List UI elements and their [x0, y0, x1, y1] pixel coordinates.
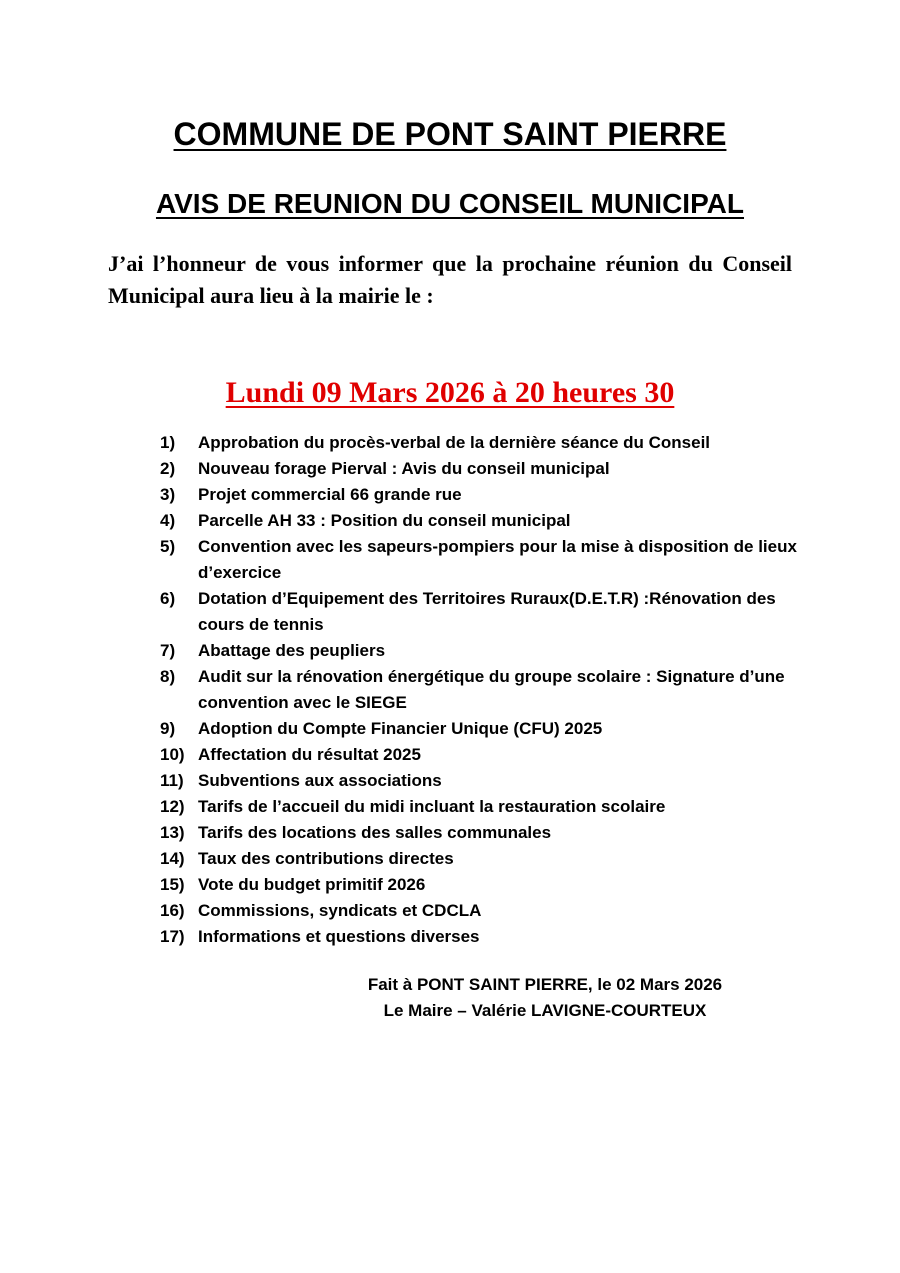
agenda-item-number: 14) — [160, 849, 185, 868]
agenda-item-text: Convention avec les sapeurs-pompiers pour la mise à disposition de lieux d’exercice — [198, 537, 797, 582]
agenda-item-text: Adoption du Compte Financier Unique (CFU) 2025 — [198, 719, 603, 738]
agenda-item-text: Nouveau forage Pierval : Avis du conseil municipal — [198, 459, 610, 478]
agenda-list — [160, 430, 810, 950]
agenda-item — [160, 794, 810, 820]
agenda-item — [160, 846, 810, 872]
agenda-item-number: 2) — [160, 459, 176, 478]
agenda-item-text: Subventions aux associations — [198, 771, 442, 790]
agenda-item-text: Parcelle AH 33 : Position du conseil municipal — [198, 511, 571, 530]
agenda-item-number: 10) — [160, 745, 185, 764]
meeting-date — [0, 372, 900, 414]
document-title — [0, 112, 900, 156]
agenda-item — [160, 716, 810, 742]
agenda-item-text: Audit sur la rénovation énergétique du groupe scolaire : Signature d’une convention avec le SIEGE — [198, 667, 785, 712]
agenda-item-text: Informations et questions diverses — [198, 927, 480, 946]
agenda-item-text: Taux des contributions directes — [198, 849, 454, 868]
agenda-item — [160, 898, 810, 924]
agenda-item-text: Affectation du résultat 2025 — [198, 745, 421, 764]
agenda-item — [160, 430, 810, 456]
agenda-item-number: 1) — [160, 433, 176, 452]
meeting-date-text: Lundi 09 Mars 2026 à 20 heures 30 — [225, 376, 675, 409]
signature-signatory: Le Maire – Valérie LAVIGNE-COURTEUX — [383, 1001, 707, 1020]
document-title-text: COMMUNE DE PONT SAINT PIERRE — [173, 116, 727, 152]
agenda-item — [160, 768, 810, 794]
intro-paragraph: J’ai l’honneur de vous informer que la prochaine réunion du Conseil Municipal aura lieu à la mairie le : — [108, 251, 792, 308]
agenda-item-text: Approbation du procès-verbal de la dernière séance du Conseil — [198, 433, 711, 452]
agenda-item-text: Dotation d’Equipement des Territoires Ruraux(D.E.T.R) :Rénovation des cours de tennis — [198, 589, 776, 634]
agenda-item-text: Projet commercial 66 grande rue — [198, 485, 462, 504]
agenda-item — [160, 482, 810, 508]
agenda-item-number: 7) — [160, 641, 176, 660]
agenda-item-number: 5) — [160, 537, 176, 556]
agenda-item — [160, 820, 810, 846]
agenda-item-number: 17) — [160, 927, 185, 946]
agenda-item-number: 6) — [160, 589, 176, 608]
signature-block — [330, 972, 760, 1024]
document-subtitle — [0, 184, 900, 224]
agenda-item-text: Tarifs de l’accueil du midi incluant la restauration scolaire — [198, 797, 666, 816]
agenda-item-number: 3) — [160, 485, 176, 504]
agenda-item — [160, 456, 810, 482]
agenda-item — [160, 508, 810, 534]
document-subtitle-text: AVIS DE REUNION DU CONSEIL MUNICIPAL — [155, 188, 745, 219]
signature-place-date: Fait à PONT SAINT PIERRE, le 02 Mars 2026 — [367, 975, 723, 994]
agenda-item-number: 15) — [160, 875, 185, 894]
agenda-item-number: 12) — [160, 797, 185, 816]
agenda-item-number: 11) — [160, 771, 184, 790]
agenda-item-text: Tarifs des locations des salles communales — [198, 823, 552, 842]
agenda-item — [160, 872, 810, 898]
agenda-item — [160, 924, 810, 950]
agenda-item-number: 9) — [160, 719, 176, 738]
agenda-item-text: Vote du budget primitif 2026 — [198, 875, 426, 894]
agenda-item — [160, 638, 810, 664]
agenda-item — [160, 664, 810, 716]
agenda-item-number: 13) — [160, 823, 185, 842]
agenda-item-text: Abattage des peupliers — [198, 641, 386, 660]
agenda-item-text: Commissions, syndicats et CDCLA — [198, 901, 482, 920]
agenda-item-number: 8) — [160, 667, 176, 686]
agenda-item — [160, 742, 810, 768]
agenda-item-number: 4) — [160, 511, 176, 530]
agenda-item — [160, 586, 810, 638]
agenda-item — [160, 534, 810, 586]
agenda-item-number: 16) — [160, 901, 185, 920]
